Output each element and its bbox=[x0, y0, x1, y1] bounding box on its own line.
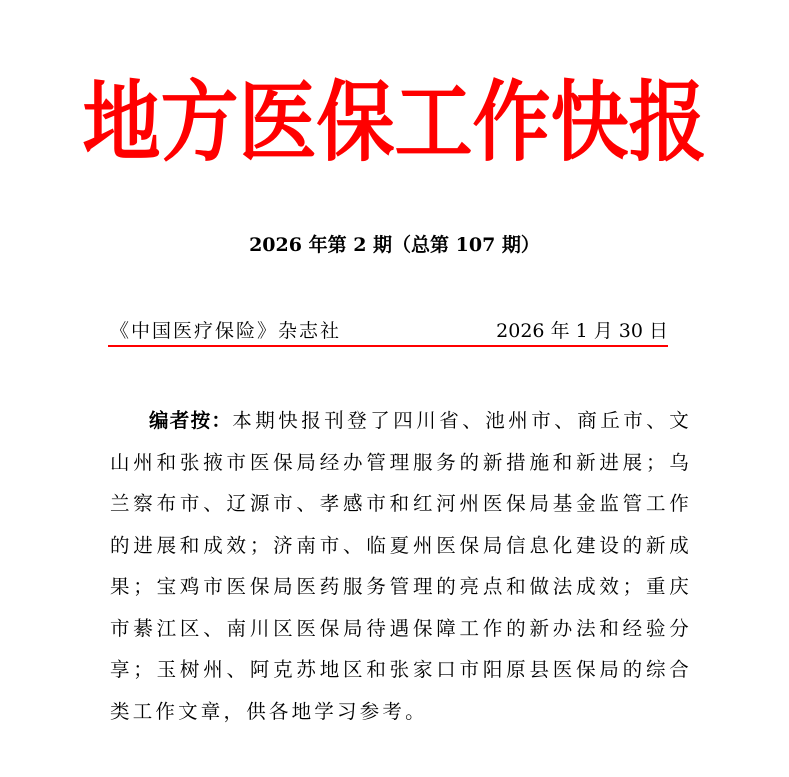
editor-note-text: 本期快报刊登了四川省、池州市、商丘市、文山州和张掖市医保局经办管理服务的新措施和新进展；乌兰察布市、辽源市、孝感市和红河州医保局基金监管工作的进展和成效；济南市、临夏州医保局信息化建设的新成果；宝鸡市医保局医药服务管理的亮点和做法成效；重庆市綦江区、南川区医保局待遇保障工作的新办法和经验分享；玉树州、阿克苏地区和张家口市阳原县医保局的综合类工作文章，供各地学习参考。 bbox=[110, 409, 692, 723]
publication-date: 2026 年 1 月 30 日 bbox=[496, 320, 668, 342]
editor-note-label: 编者按： bbox=[149, 409, 233, 432]
editor-note-paragraph bbox=[110, 400, 692, 732]
masthead-title: 地方医保工作快报 bbox=[82, 72, 707, 174]
red-divider-rule bbox=[108, 345, 668, 347]
publisher-name: 《中国医疗保险》杂志社 bbox=[110, 320, 342, 342]
issue-number: 2026 年第 2 期（总第 107 期） bbox=[249, 234, 540, 256]
publication-info-row bbox=[110, 318, 668, 346]
